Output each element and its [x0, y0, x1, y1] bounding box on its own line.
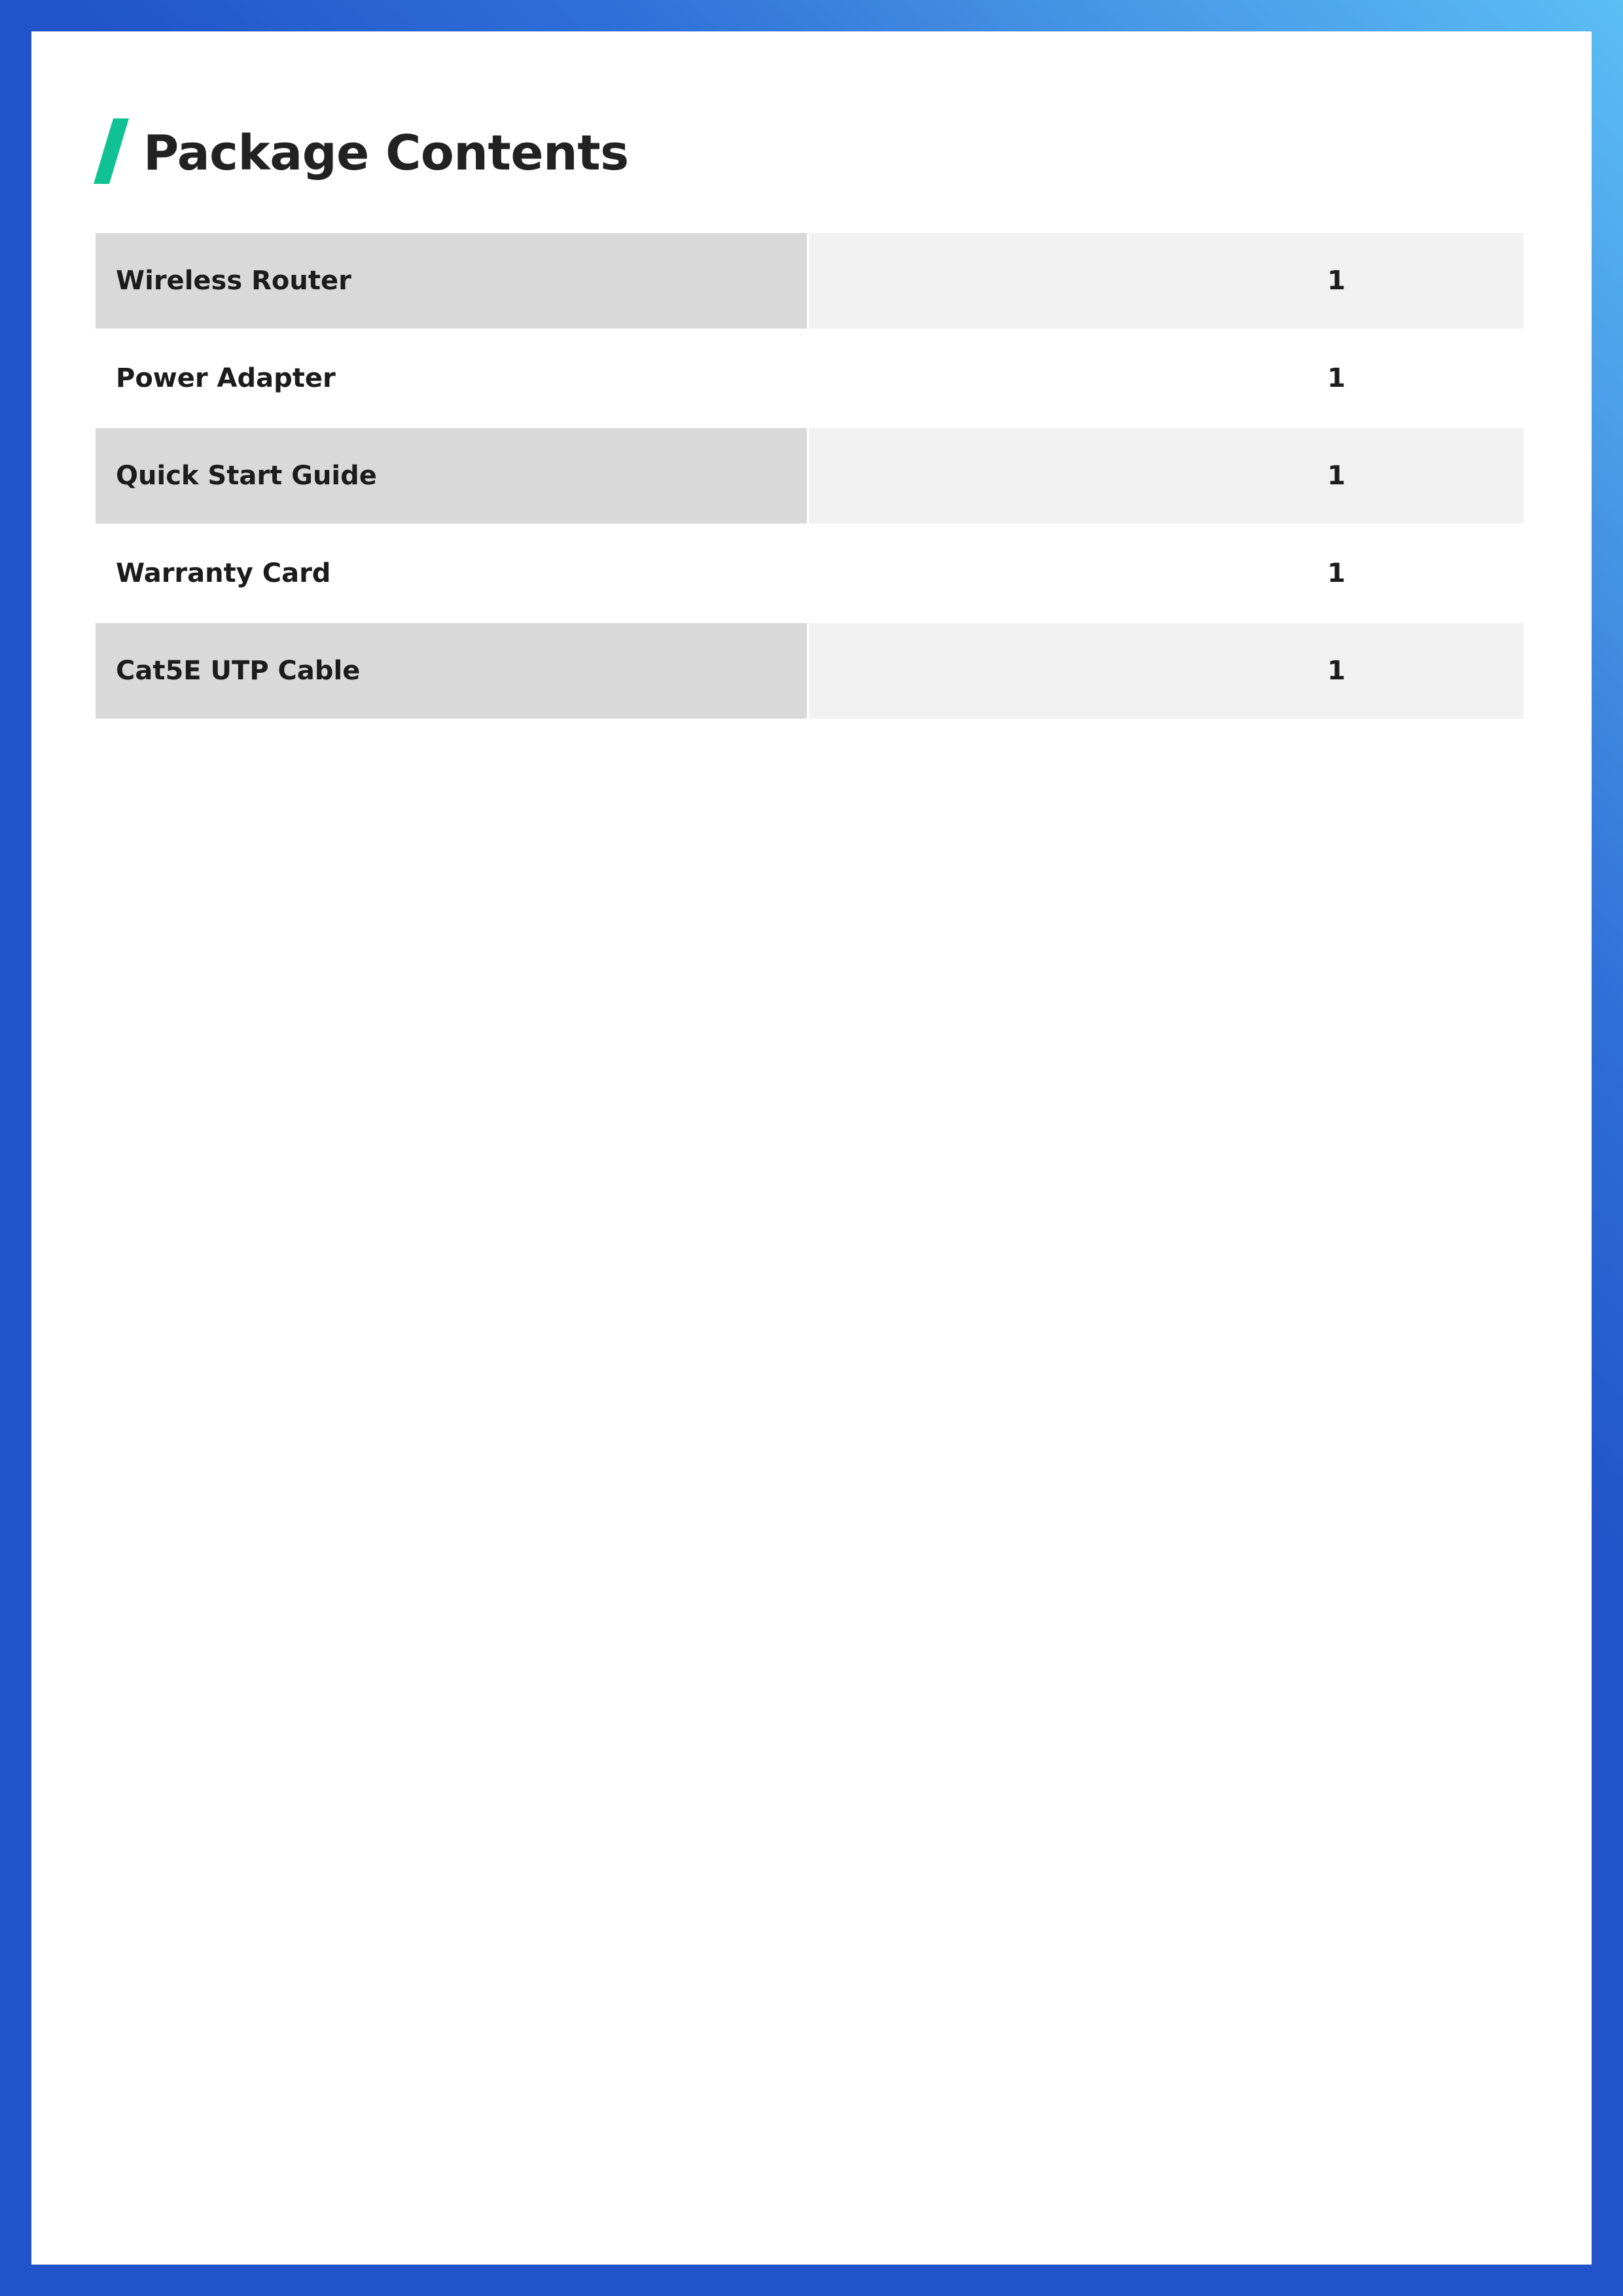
- table-row: [96, 233, 1524, 329]
- item-quantity: 1: [809, 233, 1524, 329]
- package-contents-table: [96, 233, 1524, 721]
- item-quantity: 1: [809, 428, 1524, 524]
- item-name: Power Adapter: [96, 331, 807, 426]
- page-title: Package Contents: [143, 125, 629, 181]
- section-header: [94, 102, 629, 200]
- item-quantity: 1: [809, 331, 1524, 426]
- item-name: Cat5E UTP Cable: [96, 623, 807, 719]
- item-name: Quick Start Guide: [96, 428, 807, 524]
- table-row: [96, 623, 1524, 719]
- item-name: Warranty Card: [96, 526, 807, 621]
- item-name: Wireless Router: [96, 233, 807, 329]
- green-slash-icon: [94, 118, 129, 184]
- table-row: [96, 331, 1524, 426]
- table-row: [96, 526, 1524, 621]
- document-page: [31, 31, 1592, 2265]
- item-quantity: 1: [809, 623, 1524, 719]
- table-row: [96, 428, 1524, 524]
- item-quantity: 1: [809, 526, 1524, 621]
